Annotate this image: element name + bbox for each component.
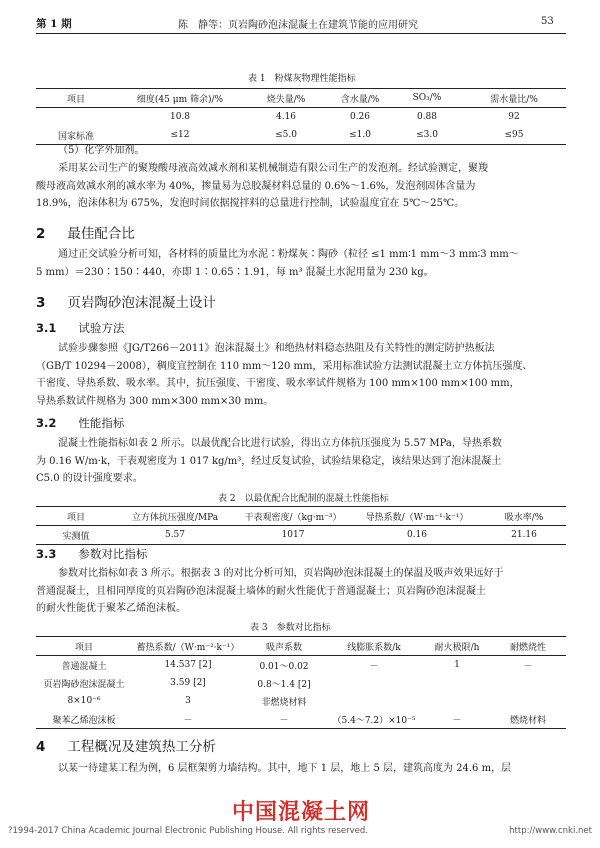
table3-header-cell: 蓄热系数/（W·m⁻²·k⁻¹） (136, 642, 240, 653)
section-title: 工程概况及建筑热工分析 (67, 739, 216, 755)
table2-header-cell: 立方体抗压强度/MPa (131, 512, 219, 523)
table-cell: 非燃烧材料 (261, 697, 307, 708)
table3-header-cell: 耐火极限/h (434, 642, 480, 653)
table-row (36, 692, 566, 710)
section-title: 试验方法 (78, 321, 125, 335)
table-cell: ≤1.0 (349, 130, 371, 140)
table1-caption: 表 1 粉煤灰物理性能指标 (248, 74, 356, 84)
section-heading-3-1 (36, 320, 124, 336)
table-row (36, 108, 566, 127)
table-cell: （5.4～7.2）×10⁻⁵ (332, 715, 416, 726)
table-cell: 3.59 [2] (170, 678, 206, 688)
table-cell: ≤12 (170, 130, 190, 140)
footer (8, 826, 592, 836)
table2-header-row (36, 507, 566, 526)
subsection-5 (58, 142, 572, 160)
text-line: 采用某公司生产的聚羧酸母液高效减水剂和某机械制造有限公司生产的发泡剂。经试验测定，聚羧 (58, 163, 488, 174)
section-title: 参数对比指标 (78, 547, 148, 561)
section-number: 3.1 (36, 321, 57, 335)
table-cell: 3 (185, 696, 191, 706)
text-line: 5 mm）＝230∶150∶440，亦即 1∶0.65∶1.91，每 m³ 混凝土水泥用量为 230 kg。 (36, 266, 434, 278)
table-cell: ≤95 (504, 130, 524, 140)
table-cell: 普通混凝土 (61, 661, 107, 672)
text-line: 普通混凝土，且相同厚度的页岩陶砂泡沫混凝土墙体的耐火性能优于普通混凝土；页岩陶砂泡沫混凝土 (36, 585, 486, 597)
table3-header-row (36, 637, 566, 656)
table-cell: 聚苯乙烯泡沫板 (52, 715, 116, 726)
table3-caption: 表 3 参数对比指标 (250, 623, 331, 633)
subsection-heading: （5）化学外加剂。 (58, 145, 145, 156)
table3-header-cell: 线膨胀系数/k (347, 642, 401, 653)
section-heading-4 (36, 735, 216, 755)
header-rule (36, 33, 566, 34)
table3-header-cell: 项目 (74, 642, 93, 653)
paragraph-performance (36, 435, 572, 488)
table-cell (490, 692, 566, 710)
table-cell: － (183, 715, 193, 726)
section-number: 4 (36, 739, 46, 755)
table-cell: － (523, 661, 533, 672)
paragraph-test-method (36, 340, 572, 410)
table2-header-cell: 干表观密度/（kg·m⁻³） (244, 512, 342, 523)
table-cell: 1017 (281, 530, 305, 540)
table-cell (424, 674, 490, 692)
text-line: 酸母液高效减水剂的减水率为 40%，掺量易为总胶凝材料总量的 0.6%～1.6%，发泡剂固体含量为 (36, 180, 476, 192)
text-line: 通过正交试验分析可知，各材料的质量比为水泥∶粉煤灰∶陶砂（粒径 ≤1 mm∶1 mm～3 mm∶3 mm～ (58, 249, 519, 260)
site-watermark: 中国混凝土网 (232, 800, 371, 825)
text-line: C5.0 的设计强度要求。 (36, 473, 143, 484)
text-line: 的耐火性能优于聚苯乙烯泡沫板。 (36, 603, 186, 614)
section-number: 3.2 (36, 416, 57, 430)
table-cell: 8×10⁻⁶ (67, 696, 101, 706)
section-title: 最佳配合比 (67, 226, 135, 242)
issue-label: 第 1 期 (36, 18, 72, 30)
section-number: 3 (36, 295, 46, 311)
table2-header-cell: 吸水率/% (504, 512, 544, 523)
page-number: 53 (541, 16, 554, 27)
section-heading-3-2 (36, 415, 124, 431)
table-cell: 燃烧材料 (509, 715, 546, 726)
table-cell: － (452, 715, 462, 726)
table2-header-cell: 项目 (66, 512, 85, 523)
table2-caption: 表 2 以最优配合比配制的混凝土性能指标 (218, 494, 389, 504)
table-cell: 21.16 (511, 530, 537, 540)
table1-header-row (36, 89, 566, 108)
section-heading-2 (36, 222, 135, 242)
table2-header-cell: 导热系数/（W·m⁻¹·k⁻¹） (365, 512, 469, 523)
text-line: 干密度、导热系数、吸水率。其中，抗压强度、干密度、吸水率试件规格为 100 mm×100 mm×100 mm， (36, 378, 520, 389)
table-cell: 0.16 (406, 530, 428, 540)
table1 (36, 88, 566, 145)
table-row (36, 674, 566, 692)
table2 (36, 506, 566, 545)
section-number: 3.3 (36, 547, 57, 561)
text-line: 导热系数试件规格为 300 mm×300 mm×30 mm。 (36, 395, 274, 407)
table-cell: 0.8～1.4 [2] (257, 679, 311, 690)
table-cell: 0.26 (349, 112, 371, 122)
table-cell: ≤3.0 (416, 130, 438, 140)
table-row (36, 710, 566, 729)
text-line: 以某一待建某工程为例，6 层框架剪力墙结构。其中，地下 1 层，地上 5 层，建筑高度为 24.6 m，层 (58, 763, 512, 774)
text-line: 参数对比指标如表 3 所示。根据表 3 的对比分析可知，页岩陶砂泡沫混凝土的保温及吸声效果远好于 (58, 568, 504, 579)
table-cell: 4.16 (275, 112, 297, 122)
table1-header-cell: 烧失量/% (266, 94, 306, 105)
paragraph-project (58, 760, 572, 778)
text-line: 为 0.16 W/m·k，干表观密度为 1 017 kg/m³，经过反复试验，试验结果稳定，该结果达到了泡沫混凝土 (36, 455, 502, 467)
table-cell: 1 (454, 660, 460, 670)
table1-header-cell: 需水量比/% (490, 94, 538, 105)
table-cell (324, 674, 424, 692)
table3-header-cell: 吸声系数 (265, 642, 302, 653)
table-cell: 14.537 [2] (164, 660, 212, 670)
table1-header-cell: 含水量/% (340, 94, 380, 105)
table-cell (324, 692, 424, 710)
text-line: （GB/T 10294－2008），稠度宜控制在 110 mm～120 mm，采用标准试验方法测试混凝土立方体抗压强度、 (36, 360, 533, 372)
table-row (36, 526, 566, 545)
section-heading-3-3 (36, 546, 147, 562)
table-cell: 5.57 (164, 530, 186, 540)
table-cell: 92 (508, 112, 520, 122)
table-cell: － (279, 715, 289, 726)
text-line: 试验步骤参照《JG/T266－2011》泡沫混凝土》和绝热材料稳态热阻及有关特性的测定防护热板法 (58, 343, 495, 354)
table1-header-cell: SO₃/% (412, 93, 442, 103)
table1-header-cell: 项目 (66, 94, 85, 105)
running-title: 陈 静等：页岩陶砂泡沫混凝土在建筑节能的应用研究 (178, 20, 418, 31)
paragraph-admixture (36, 160, 572, 213)
table-cell (36, 108, 116, 127)
table-cell: 0.01～0.02 (259, 661, 309, 672)
table-row (36, 656, 566, 675)
section-number: 2 (36, 226, 46, 242)
paragraph-comparison (36, 565, 572, 618)
table-cell: 实测值 (62, 531, 90, 542)
table-cell: 0.88 (416, 112, 438, 122)
table-cell (490, 674, 566, 692)
table-cell: 页岩陶砂泡沫混凝土 (43, 679, 125, 690)
table-cell: 国家标准 (57, 131, 94, 142)
table-cell: 10.8 (169, 112, 191, 122)
text-line: 18.9%，泡沫体积为 675%，发泡时间依据搅拌料的总量进行控制，试验温度宜在 5℃～25℃。 (36, 198, 465, 209)
paragraph-mix-ratio (36, 246, 572, 281)
site-link[interactable]: http://www.cnki.net (509, 826, 592, 836)
section-heading-3 (36, 291, 216, 311)
section-title: 页岩陶砂泡沫混凝土设计 (67, 295, 216, 311)
table-cell: ≤5.0 (275, 130, 297, 140)
table-cell (424, 692, 490, 710)
section-title: 性能指标 (78, 416, 125, 430)
copyright-text: ?1994-2017 China Academic Journal Electronic Publishing House. All rights reserved. (8, 826, 368, 836)
table3 (36, 636, 566, 729)
table-cell: － (369, 661, 379, 672)
table3-header-cell: 耐燃烧性 (509, 642, 546, 653)
table1-header-cell: 细度(45 μm 筛余)/% (136, 94, 224, 105)
text-line: 混凝土性能指标如表 2 所示。以最优配合比进行试验，得出立方体抗压强度为 5.57 MPa，导热系数 (58, 438, 502, 449)
